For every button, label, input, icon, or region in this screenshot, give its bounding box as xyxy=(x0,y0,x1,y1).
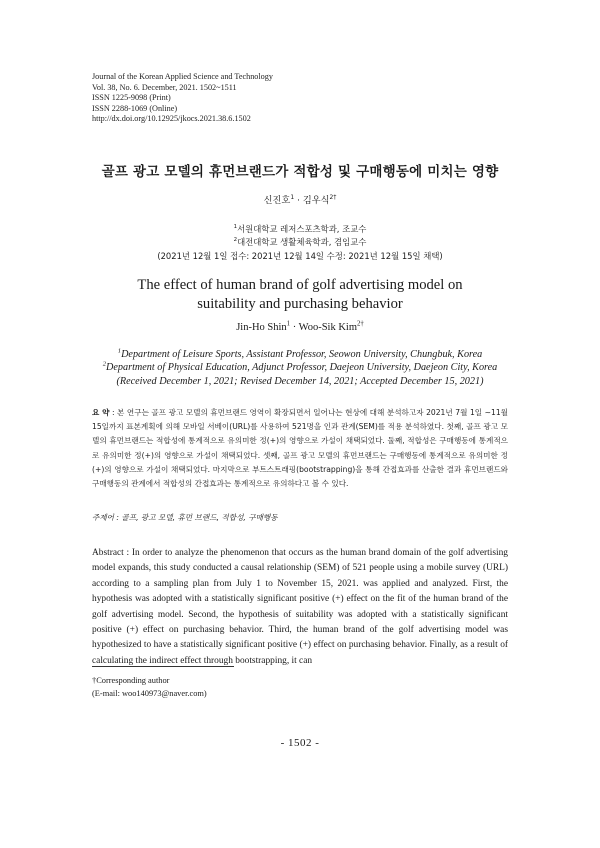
korean-abstract-text: : 본 연구는 골프 광고 모델의 휴먼브랜드 영역이 확장되면서 일어나는 현상에 대해 분석하고자 2021년 7월 1일 ~11월 15일까지 표본계획에 의해 모바일 서베이(URL)를 사용하여 521명을 인과 관계(SEM)를 적용 분석하였다. 첫째, 골프 광고 모델의 휴먼브랜드는 적합성에 통계적으로 유의미한 정(+)의 영향으로 가설이 채택되었다. 둘째, 적합성은 구매행동에 통계적으로 유의미한 정(+)의 영향으로 가설이 채택되었다. 셋째, 골프 광고 모델의 휴먼브랜드는 구매행동에 통계적으로 유의미한 정(+)의 영향으로 가설이 채택되었다. 마지막으로 부트스트래핑(bootstrapping)을 통해 간접효과를 산출한 결과 휴먼브랜드와 구매행동의 관계에서 적합성의 간접효과는 통계적으로 유의하다고 볼 수 있다. xyxy=(92,408,508,489)
korean-affiliation-1-text: 서원대학교 레저스포츠학과, 조교수 xyxy=(237,224,367,234)
korean-author-2: 김우식 xyxy=(302,195,330,206)
english-author-2: Woo-Sik Kim xyxy=(298,322,357,333)
page-number: - 1502 - xyxy=(280,737,320,749)
english-affiliation-1-text: Department of Leisure Sports, Assistant Professor, Seowon University, Chungbuk, Korea xyxy=(121,349,483,360)
korean-affiliation-1-sup: 1 xyxy=(233,224,238,231)
english-title-line-2: suitability and purchasing behavior xyxy=(197,296,403,312)
english-affiliation-2-sup: 2 xyxy=(102,360,107,368)
english-author-1: Jin-Ho Shin xyxy=(236,322,287,333)
issn-print: ISSN 1225-9098 (Print) xyxy=(92,93,171,103)
korean-abstract xyxy=(92,406,508,491)
korean-keywords: 주제어 : 골프, 광고 모델, 휴먼 브랜드, 적합성, 구매행동 xyxy=(92,513,278,522)
english-affiliation-1 xyxy=(30,349,570,360)
footnote xyxy=(92,674,392,700)
issn-online: ISSN 2288-1069 (Online) xyxy=(92,103,178,113)
journal-name: Journal of the Korean Applied Science and Technology xyxy=(92,72,273,81)
english-authors xyxy=(30,322,570,333)
korean-author-1: 신진호 xyxy=(263,195,291,206)
korean-title: 골프 광고 모델의 휴먼브랜드가 적합성 및 구매행동에 미치는 영향 xyxy=(101,164,499,180)
korean-affiliation-2 xyxy=(30,236,570,248)
korean-affiliation-1 xyxy=(30,223,570,235)
english-affiliation-2-text: Department of Physical Education, Adjunct Professor, Daejeon University, Daejeon City, Korea xyxy=(106,362,498,373)
english-abstract-label: Abstract xyxy=(92,548,124,558)
footnote-corresponding: †Corresponding author xyxy=(92,676,170,685)
journal-volume: Vol. 38, No. 6. December, 2021. 1502~1511 xyxy=(92,82,237,92)
english-affiliation-1-sup: 1 xyxy=(117,347,122,355)
korean-authors xyxy=(30,192,570,206)
english-abstract xyxy=(92,546,508,669)
english-author-1-sup: 1 xyxy=(286,320,291,328)
korean-dates: (2021년 12월 1일 접수: 2021년 12월 14일 수정: 2021년 12월 15일 채택) xyxy=(157,251,443,261)
english-dates: (Received December 1, 2021; Revised December 14, 2021; Accepted December 15, 2021) xyxy=(116,376,484,387)
journal-header xyxy=(92,72,492,125)
english-title xyxy=(60,276,540,314)
english-author-2-sup: 2† xyxy=(357,320,364,328)
english-title-line-1: The effect of human brand of golf advertising model on xyxy=(137,277,463,293)
english-affiliation-2 xyxy=(30,362,570,373)
korean-author-separator: · xyxy=(294,195,303,206)
doi-link[interactable]: http://dx.doi.org/10.12925/jkocs.2021.38.6.1502 xyxy=(92,114,251,124)
english-author-separator: · xyxy=(290,322,299,333)
footnote-divider xyxy=(92,666,234,667)
footnote-email: (E-mail: woo140973@naver.com) xyxy=(92,689,207,698)
korean-abstract-label: 요 약 xyxy=(92,408,110,417)
korean-author-1-sup: 1 xyxy=(290,193,295,201)
english-abstract-text: : In order to analyze the phenomenon that occurs as the human brand domain of the golf advertising model expands, this study conducted a causal relationship (SEM) of 521 people using a mobile survey (URL) according to a sampling plan from July 1 to November 15, 2021. was applied and analyzed. First, the hypothesis was adopted with a statistically significant positive (+) effect on the fit of the human brand of the golf advertising model. Second, the hypothesis of suitability was adopted with a statistically significant positive (+) effect on purchasing behavior. Third, the human brand of the golf advertising model was hypothesized to have a statistically significant positive (+) effect on purchasing behavior. Finally, as a result of calculating the indirect effect through bootstrapping, it can xyxy=(92,548,508,666)
korean-affiliation-2-text: 대전대학교 생활체육학과, 겸임교수 xyxy=(237,237,367,247)
korean-affiliation-2-sup: 2 xyxy=(233,237,238,244)
korean-author-2-sup: 2† xyxy=(329,193,337,201)
